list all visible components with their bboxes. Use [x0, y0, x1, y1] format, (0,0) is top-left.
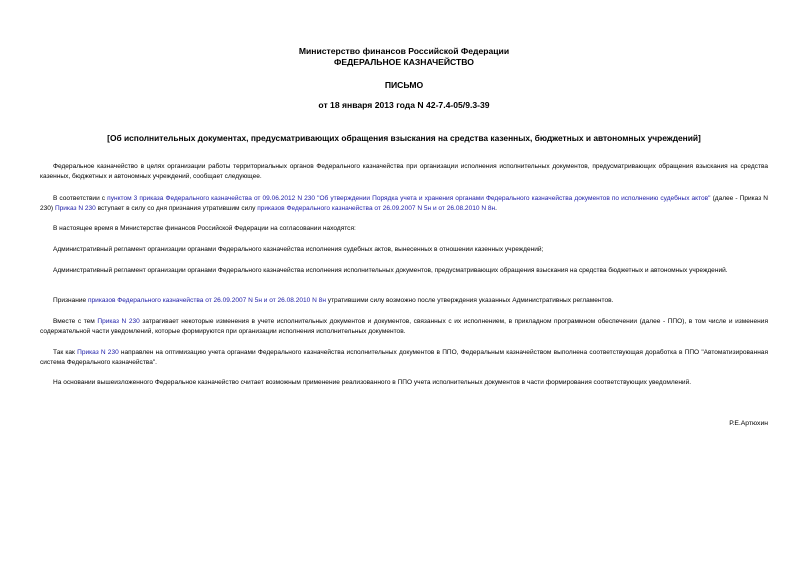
ministry-name: Министерство финансов Российской Федерации: [298, 46, 510, 56]
link-orders-5n-8n[interactable]: приказов Федерального казначейства от 26.09.2007 N 5н и от 26.08.2010 N 8н: [257, 205, 496, 212]
document-type: ПИСЬМО: [384, 80, 424, 90]
text-segment: вступает в силу со дня признания утратившим силу: [95, 205, 258, 212]
text-segment: затрагивает некоторые изменения в учете исполнительных документов и документов, связанных с их исполнением, в прикладном программном обеспечении (далее - ППО), в том числе и изменения содержательной части уведомлений, которые формируются при организации исполнения исполнительных документов.: [40, 318, 769, 335]
signature: Р.Е.Артюхин: [729, 420, 768, 427]
paragraph-optimization: [40, 348, 768, 368]
text-segment: (далее - Приказ N 230): [40, 195, 769, 212]
text-segment: Вместе с тем: [53, 318, 98, 325]
link-order-230[interactable]: Приказ N 230: [77, 349, 119, 356]
text-segment: .: [495, 205, 497, 212]
text-segment: В соответствии с: [53, 195, 108, 202]
link-orders-5n-8n[interactable]: приказов Федерального казначейства от 26.09.2007 N 5н и от 26.08.2010 N 8н: [88, 297, 326, 304]
paragraph-regulation-1: Административный регламент организации органами Федерального казначейства исполнения судебных актов, вынесенных в отношении казенных учреждений;: [53, 246, 544, 253]
link-order-230[interactable]: Приказ N 230: [54, 205, 96, 212]
paragraph-conclusion: На основании вышеизложенного Федеральное казначейство считает возможным применение реализованного в ППО учета исполнительных документов в части формирования соответствующих уведомлений.: [53, 379, 692, 386]
paragraph-order-reference: [40, 194, 768, 214]
text-segment: Так как: [53, 349, 78, 356]
link-order-230-clause-3[interactable]: пунктом 3 приказа Федерального казначейства от 09.06.2012 N 230 "Об утверждении Порядка учета и хранения органами Федерального казначейства документов по исполнению судебных актов": [107, 195, 711, 202]
paragraph-recognition: [40, 296, 768, 306]
text-segment: направлен на оптимизацию учета органами Федерального казначейства исполнительных документов в ППО, Федеральным казначейством выполнена соответствующая доработка в ППО "Автоматизированная система Федерального казначейства".: [40, 349, 768, 366]
paragraph-intro: Федеральное казначейство в целях организации работы территориальных органов Федерального казначейства при организации исполнения исполнительных документов, предусматривающих обращения взыскания на средства казенных, бюджетных и автономных учреждений, сообщает следующее.: [40, 163, 768, 180]
paragraph-approval: В настоящее время в Министерстве финансов Российской Федерации на согласовании находятся:: [53, 225, 356, 232]
text-segment: Признание: [53, 297, 88, 304]
agency-name: ФЕДЕРАЛЬНОЕ КАЗНАЧЕЙСТВО: [334, 57, 474, 67]
document-subject: [Об исполнительных документах, предусматривающих обращения взыскания на средства казенных, бюджетных и автономных учреждений]: [107, 133, 701, 143]
paragraph-regulation-2: Административный регламент организации органами Федерального казначейства исполнения исполнительных документов, предусматривающих обращения взыскания на средства бюджетных и автономных учреждений.: [53, 267, 728, 274]
paragraph-changes: [40, 317, 768, 337]
document-number: от 18 января 2013 года N 42-7.4-05/9.3-39: [318, 100, 490, 110]
text-segment: утратившими силу возможно после утверждения указанных Административных регламентов.: [325, 297, 614, 304]
link-order-230[interactable]: Приказ N 230: [97, 318, 140, 325]
